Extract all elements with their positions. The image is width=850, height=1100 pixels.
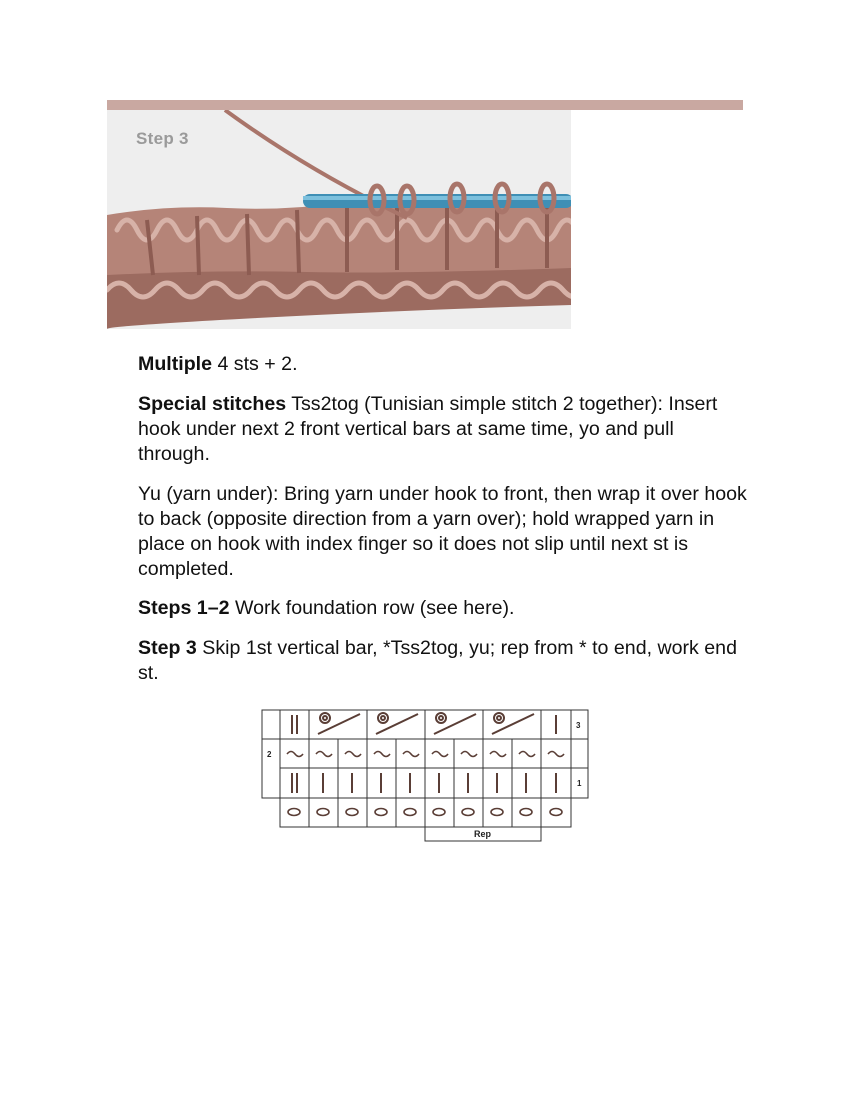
special-stitches-text: Tss2tog (Tunisian simple stitch 2 together): Insert hook under next 2 front vertical bars at same time, yo and pull through. [138, 393, 718, 465]
row-number-1: 1 [577, 779, 582, 788]
step-3-label: Step 3 [138, 637, 197, 659]
steps-1-2-paragraph [138, 596, 748, 621]
header-rule [107, 100, 743, 110]
multiple-paragraph [138, 352, 748, 377]
special-stitches-label: Special stitches [138, 393, 287, 415]
steps-1-2-text: Work foundation row (see here). [229, 597, 515, 619]
step-3-paragraph [138, 636, 748, 686]
stitch-chart-grid [258, 706, 594, 846]
stitch-chart [258, 706, 594, 846]
multiple-text: 4 sts + 2. [212, 353, 298, 375]
special-stitches-paragraph [138, 392, 748, 467]
step-3-text: Skip 1st vertical bar, *Tss2tog, yu; rep from * to end, work end st. [138, 637, 737, 684]
photo-step-label: Step 3 [136, 129, 189, 148]
multiple-label: Multiple [138, 353, 213, 375]
step-photo [107, 110, 571, 329]
yarn-under-text: Yu (yarn under): Bring yarn under hook to front, then wrap it over hook to back (opposite direction from a yarn over); hold wrapped yarn in place on hook with index finger so it does not slip until next st is completed. [138, 483, 747, 580]
row-number-2: 2 [267, 750, 272, 759]
row-number-3: 3 [576, 721, 581, 730]
repeat-label: Rep [474, 829, 492, 839]
steps-1-2-label: Steps 1–2 [138, 597, 230, 619]
yarn-under-paragraph [138, 482, 748, 582]
